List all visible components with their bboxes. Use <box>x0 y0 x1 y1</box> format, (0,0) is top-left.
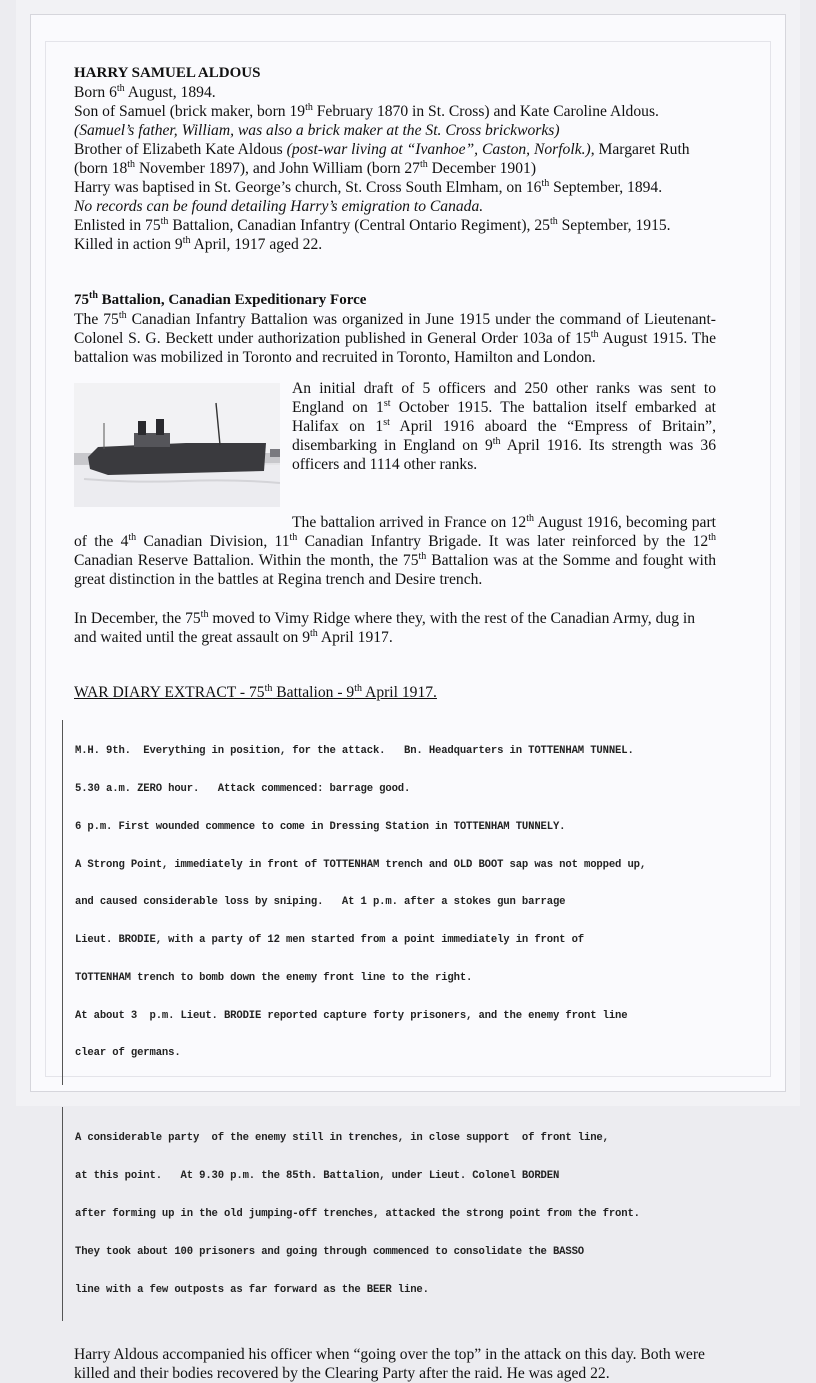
war-diary-heading: WAR DIARY EXTRACT - 75th Battalion - 9th April 1917. <box>74 683 437 701</box>
diary-line: They took about 100 prisoners and going through commenced to consolidate the BASSO <box>75 1245 584 1258</box>
diary-line: TOTTENHAM trench to bomb down the enemy front line to the right. <box>75 971 473 984</box>
closing-paragraph: Harry Aldous accompanied his officer when “going over the top” in the attack on this day. Both were killed and their bodies recovered by the Clearing Party after the raid. He was aged 22. <box>74 1346 705 1383</box>
battalion-title: 75th Battalion, Canadian Expeditionary Force <box>74 290 367 308</box>
siblings-line: Brother of Elizabeth Kate Aldous (post-war living at “Ivanhoe”, Caston, Norfolk.), Margaret Ruth (born 18th November 1897), and John William (born 27th December 1901) <box>74 141 690 177</box>
person-name: HARRY SAMUEL ALDOUS <box>74 65 261 81</box>
diary-line: clear of germans. <box>75 1047 181 1060</box>
diary-line: A Strong Point, immediately in front of TOTTENHAM trench and OLD BOOT sap was not mopped up, <box>75 858 647 871</box>
diary-line: line with a few outposts as far forward as the BEER line. <box>75 1283 429 1296</box>
battalion-paragraph-4: In December, the 75th moved to Vimy Ridge where they, with the rest of the Canadian Army, dug in and waited until the great assault on 9th April 1917. <box>74 609 696 646</box>
baptism-line: Harry was baptised in St. George’s church, St. Cross South Elmham, on 16th September, 1894. <box>74 178 663 196</box>
diary-line: A considerable party of the enemy still in trenches, in close support of front line, <box>75 1132 609 1145</box>
battalion-paragraph-3: The battalion arrived in France on 12th August 1916, becoming part of the 4th Canadian Division, 11th Canadian Infantry Brigade. It was later reinforced by the 12th Canadian Reserve Battalion. Within the month, the 75th Battalion was at the Somme and fought with great distinction in the battles at Regina trench and Desire trench. <box>74 513 717 588</box>
diary-line: M.H. 9th. Everything in position, for the attack. Bn. Headquarters in TOTTENHAM TUNNEL. <box>75 745 634 758</box>
document-body <box>74 64 716 1383</box>
war-diary-block-1 <box>62 720 716 1085</box>
diary-line: 5.30 a.m. ZERO hour. Attack commenced: barrage good. <box>75 782 411 795</box>
battalion-paragraph-2: An initial draft of 5 officers and 250 other ranks was sent to England on 1st October 1915. The battalion itself embarked at Halifax on 1st April 1916 aboard the “Empress of Britain”, disembarking in England on 9th April 1916. Its strength was 36 officers and 1114 other ranks. <box>292 380 716 473</box>
war-diary-block-2 <box>62 1107 716 1321</box>
diary-line: at this point. At 9.30 p.m. the 85th. Battalion, under Lieut. Colonel BORDEN <box>75 1170 560 1183</box>
diary-line: 6 p.m. First wounded commence to come in Dressing Station in TOTTENHAM TUNNELY. <box>75 820 566 833</box>
birth-line: Born 6th August, 1894. <box>74 83 216 101</box>
emigration-note: No records can be found detailing Harry’s emigration to Canada. <box>74 198 484 215</box>
diary-line: At about 3 p.m. Lieut. BRODIE reported capture forty prisoners, and the enemy front line <box>75 1009 628 1022</box>
battalion-paragraph-1: The 75th Canadian Infantry Battalion was organized in June 1915 under the command of Lieutenant-Colonel S. G. Beckett under authorization published in General Order 103a of 15th August 1915. The battalion was mobilized in Toronto and recruited in Toronto, Hamilton and London. <box>74 310 717 366</box>
diary-line: and caused considerable loss by sniping. At 1 p.m. after a stokes gun barrage <box>75 896 566 909</box>
ship-photo <box>74 383 280 507</box>
diary-line: after forming up in the old jumping-off trenches, attacked the strong point from the front. <box>75 1207 640 1220</box>
ship-illustration <box>74 383 280 507</box>
parents-line: Son of Samuel (brick maker, born 19th February 1870 in St. Cross) and Kate Caroline Aldous. <box>74 102 659 120</box>
diary-line: Lieut. BRODIE, with a party of 12 men started from a point immediately in front of <box>75 934 584 947</box>
killed-line: Killed in action 9th April, 1917 aged 22. <box>74 235 323 253</box>
father-note: (Samuel’s father, William, was also a brick maker at the St. Cross brickworks) <box>74 122 560 139</box>
ship-section <box>74 379 716 503</box>
enlisted-line: Enlisted in 75th Battalion, Canadian Infantry (Central Ontario Regiment), 25th September, 1915. <box>74 216 671 234</box>
